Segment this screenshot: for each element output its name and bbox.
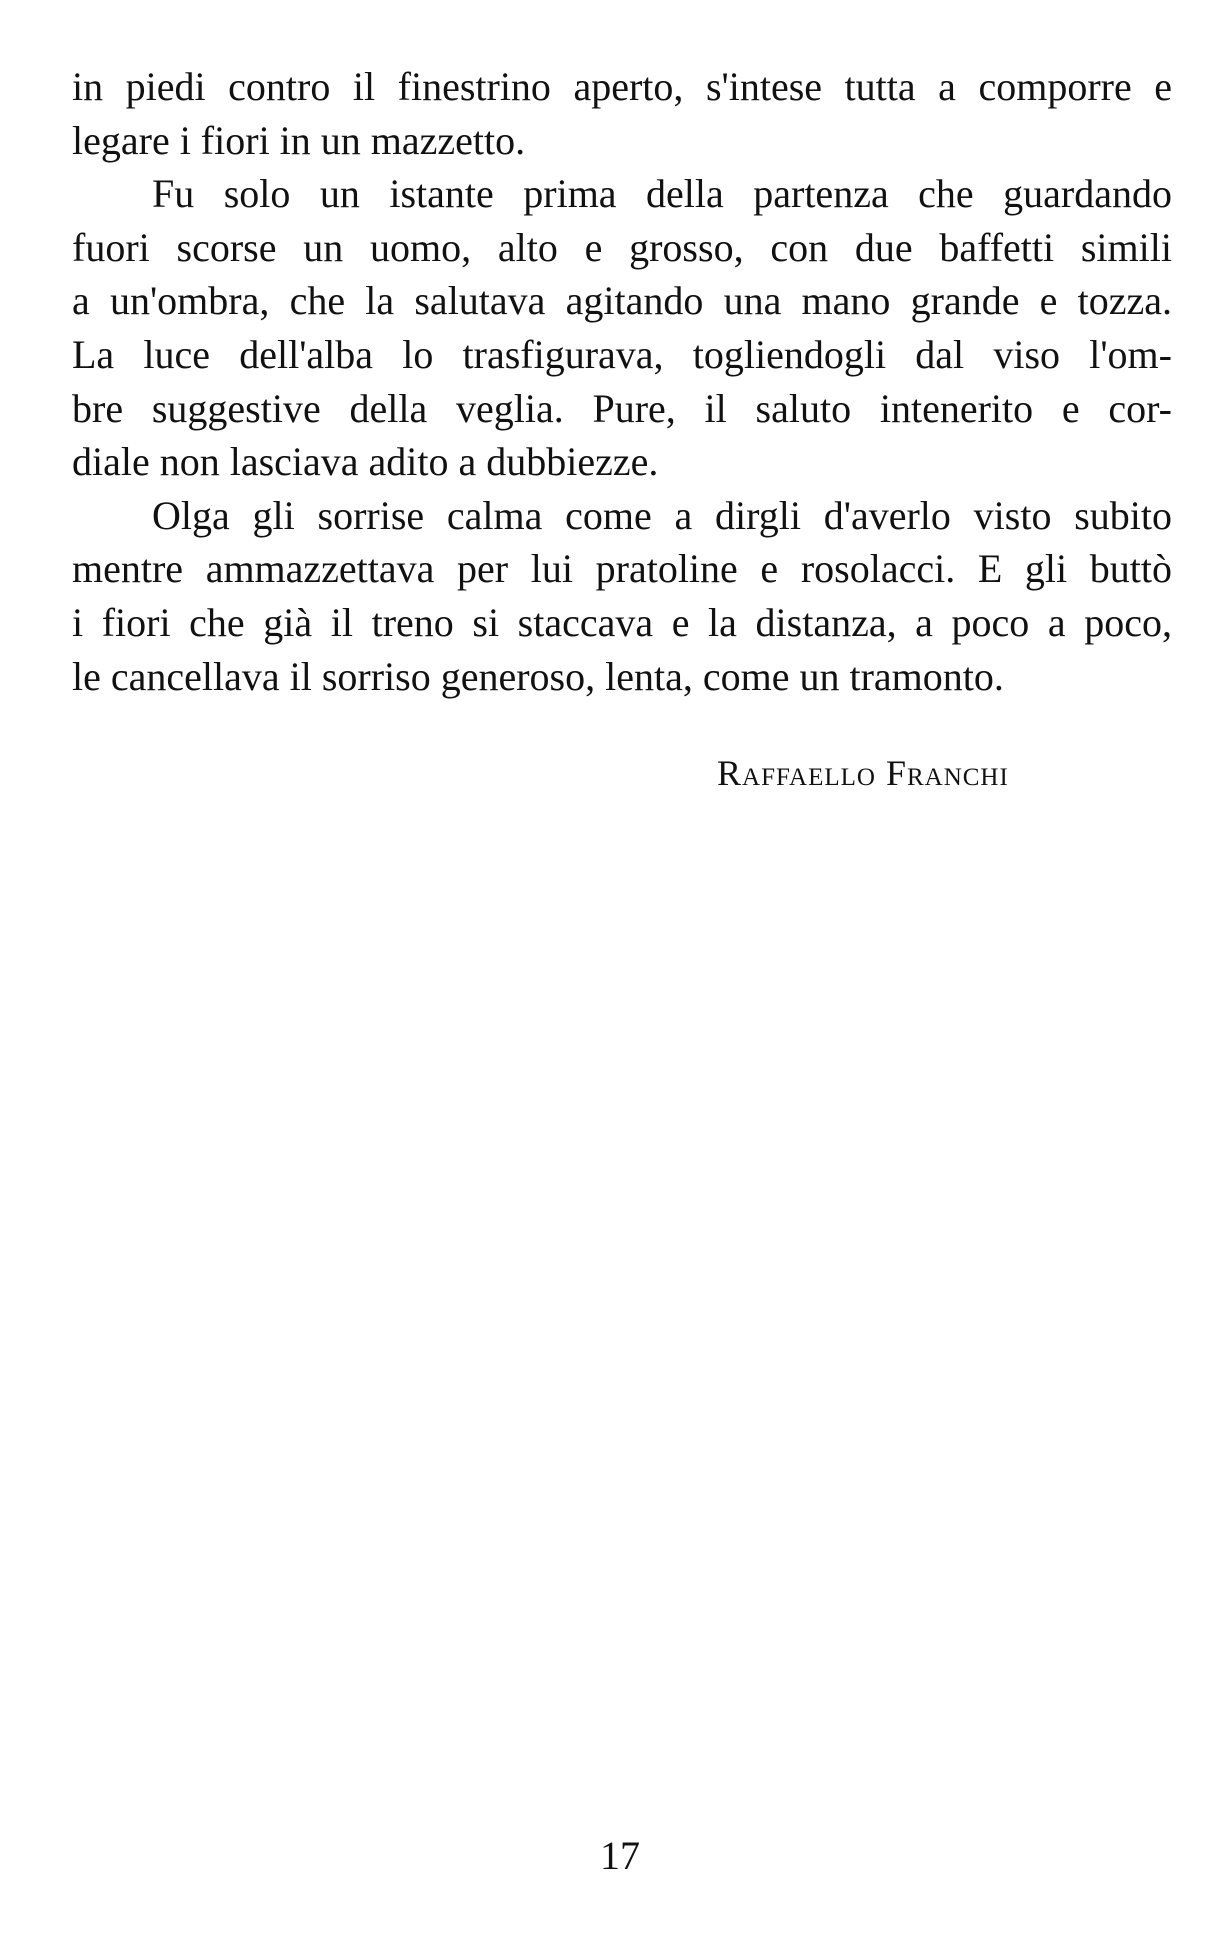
page-number: 17 — [600, 1833, 640, 1878]
text-line: legare i fiori in un mazzetto. — [72, 117, 526, 163]
author-signature: Raffaello Franchi — [717, 753, 1009, 793]
body-text — [72, 60, 1172, 703]
text-line: fuori scorse un uomo, alto e grosso, con due baffetti simili — [72, 224, 1172, 270]
text-line: le cancellava il sorriso generoso, lenta, come un tramonto. — [72, 653, 1004, 699]
text-line: i fiori che già il treno si staccava e la distanza, a poco a poco, — [72, 599, 1172, 645]
text-line: La luce dell'alba lo trasfigurava, togliendogli dal viso l'om- — [72, 331, 1172, 377]
text-line: bre suggestive della veglia. Pure, il saluto intenerito e cor- — [72, 385, 1172, 431]
text-line: diale non lasciava adito a dubbiezze. — [72, 439, 659, 485]
text-line: Fu solo un istante prima della partenza che guardando — [152, 171, 1172, 217]
text-line: Olga gli sorrise calma come a dirgli d'averlo visto subito — [152, 492, 1172, 538]
text-line: in piedi contro il finestrino aperto, s'intese tutta a comporre e — [72, 64, 1172, 109]
text-line: a un'ombra, che la salutava agitando una mano grande e tozza. — [72, 278, 1172, 324]
text-line: mentre ammazzettava per lui pratoline e rosolacci. E gli buttò — [72, 546, 1172, 592]
